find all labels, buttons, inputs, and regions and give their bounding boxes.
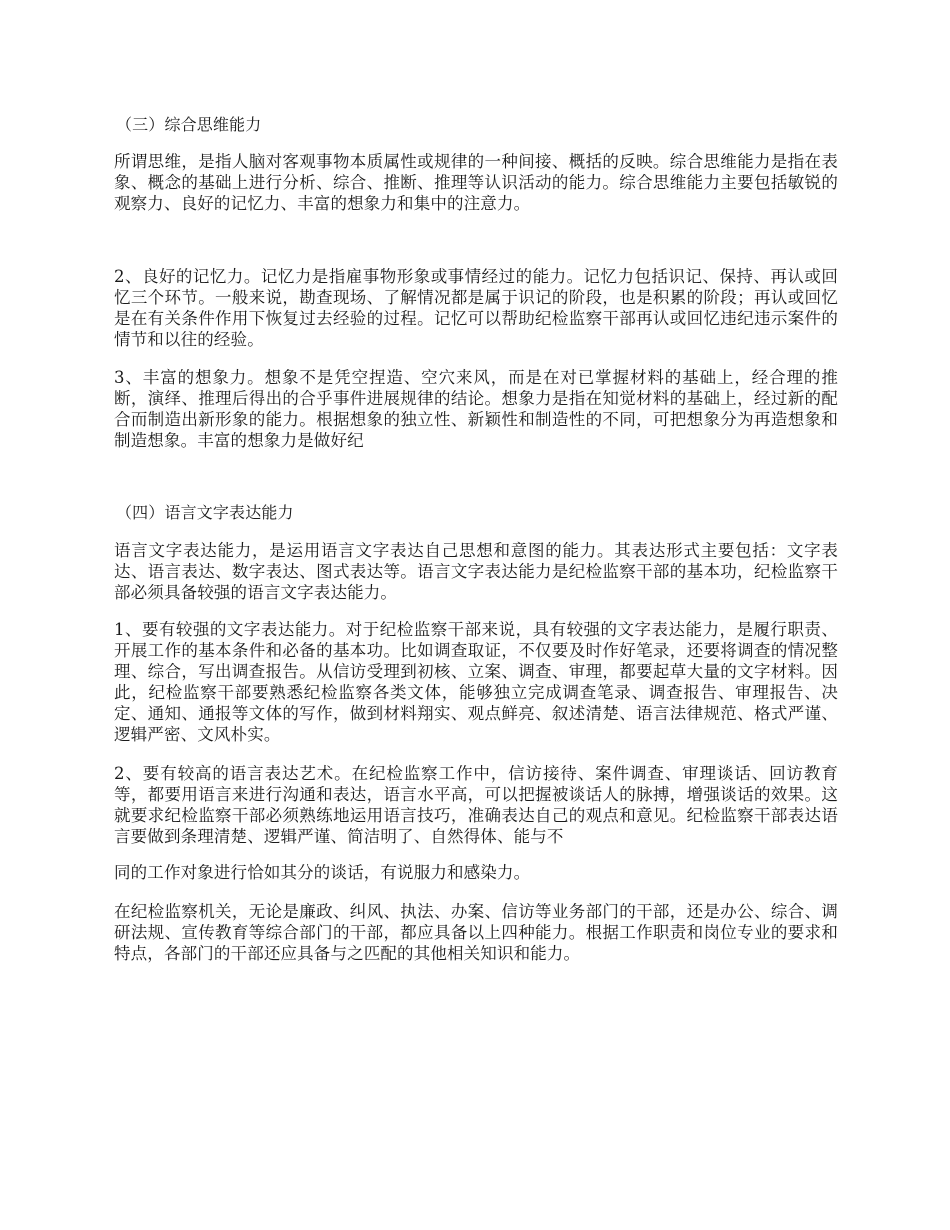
paragraph-expression-definition: 语言文字表达能力，是运用语言文字表达自己思想和意图的能力。其表达形式主要包括：文字表达、语言表达、数字表达、图式表达等。语言文字表达能力是纪检监察干部的基本功，纪检监察干部必须具备较强的语言文字表达能力。 — [114, 541, 838, 602]
paragraph-memory: 2、良好的记忆力。记忆力是指雇事物形象或事情经过的能力。记忆力包括识记、保持、再认或回忆三个环节。一般来说，勘查现场、了解情况都是属于识记的阶段，也是积累的阶段；再认或回忆是在有关条件作用下恢复过去经验的过程。记忆可以帮助纪检监察干部再认或回忆违纪违示案件的情节和以往的经验。 — [114, 267, 838, 349]
section-heading-comprehensive-thinking: （三）综合思维能力 — [116, 115, 262, 134]
section-heading-language-expression: （四）语言文字表达能力 — [116, 503, 294, 522]
paragraph-conclusion: 在纪检监察机关，无论是廉政、纠风、执法、办案、信访等业务部门的干部，还是办公、综合、调研法规、宣传教育等综合部门的干部，都应具备以上四种能力。根据工作职责和岗位专业的要求和特点，各部门的干部还应具备与之匹配的其他相关知识和能力。 — [114, 902, 838, 963]
paragraph-writing-ability: 1、要有较强的文字表达能力。对于纪检监察干部来说，具有较强的文字表达能力，是履行职责、开展工作的基本条件和必备的基本功。比如调查取证，不仅要及时作好笔录，还要将调查的情况整理、综合，写出调查报告。从信访受理到初核、立案、调查、审理，都要起草大量的文字材料。因此，纪检监察干部要熟悉纪检监察各类文体，能够独立完成调查笔录、调查报告、审理报告、决定、通知、通报等文体的写作，做到材料翔实、观点鲜亮、叙述清楚、语言法律规范、格式严谨、逻辑严密、文风朴实。 — [114, 620, 838, 744]
paragraph-thinking-definition: 所谓思维，是指人脑对客观事物本质属性或规律的一种间接、概括的反映。综合思维能力是指在表象、概念的基础上进行分析、综合、推断、推理等认识活动的能力。综合思维能力主要包括敏锐的观察力、良好的记忆力、丰富的想象力和集中的注意力。 — [114, 152, 838, 213]
paragraph-speaking-ability: 2、要有较高的语言表达艺术。在纪检监察工作中，信访接待、案件调查、审理谈话、回访教育等，都要用语言来进行沟通和表达，语言水平高，可以把握被谈话人的脉搏，增强谈话的效果。这就要求纪检监察干部必须熟练地运用语言技巧，准确表达自己的观点和意见。纪检监察干部表达语言要做到条理清楚、逻辑严谨、简洁明了、自然得体、能与不 — [114, 764, 838, 846]
paragraph-speaking-ability-continued: 同的工作对象进行恰如其分的谈话，有说服力和感染力。 — [114, 863, 531, 882]
paragraph-imagination: 3、丰富的想象力。想象不是凭空捏造、空穴来风，而是在对已掌握材料的基础上，经合理的推断，演绎、推理后得出的合乎事件进展规律的结论。想象力是指在知觉材料的基础上，经过新的配合而制造出新形象的能力。根据想象的独立性、新颖性和制造性的不同，可把想象分为再造想象和制造想象。丰富的想象力是做好纪 — [114, 368, 838, 450]
